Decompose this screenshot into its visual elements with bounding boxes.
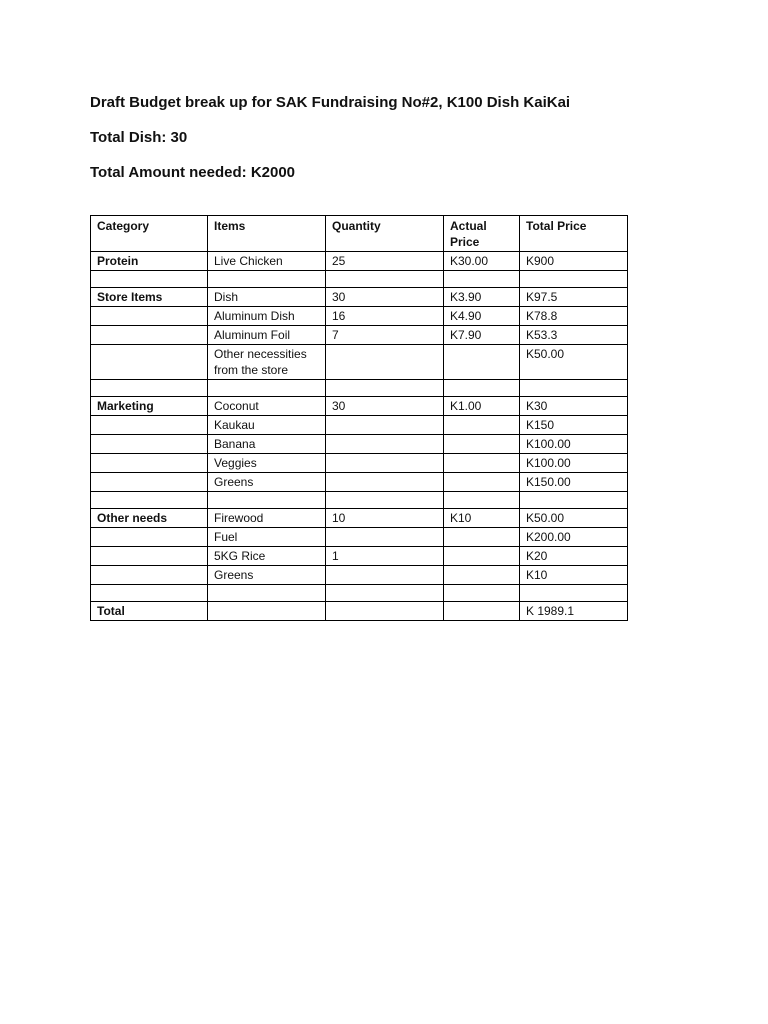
quantity-cell: 30: [326, 397, 444, 416]
table-row: [91, 566, 628, 585]
total-price-cell: K20: [520, 547, 628, 566]
item-cell: [208, 602, 326, 621]
budget-table-body: [91, 252, 628, 621]
quantity-cell: [326, 454, 444, 473]
actual-price-cell: K30.00: [444, 252, 520, 271]
actual-price-cell: [444, 566, 520, 585]
category-cell: [91, 435, 208, 454]
actual-price-cell: [444, 602, 520, 621]
total-price-cell: K150.00: [520, 473, 628, 492]
header-category: Category: [91, 216, 208, 252]
total-price-cell: [520, 380, 628, 397]
total-price-cell: [520, 271, 628, 288]
actual-price-cell: [444, 380, 520, 397]
actual-price-cell: [444, 585, 520, 602]
item-cell: Live Chicken: [208, 252, 326, 271]
actual-price-cell: [444, 492, 520, 509]
item-cell: [208, 492, 326, 509]
quantity-cell: 7: [326, 326, 444, 345]
item-cell: Coconut: [208, 397, 326, 416]
actual-price-cell: [444, 271, 520, 288]
item-cell: Greens: [208, 566, 326, 585]
total-price-cell: K 1989.1: [520, 602, 628, 621]
table-row: [91, 509, 628, 528]
quantity-cell: 10: [326, 509, 444, 528]
category-cell: [91, 547, 208, 566]
table-row: [91, 416, 628, 435]
item-cell: Aluminum Foil: [208, 326, 326, 345]
category-cell: [91, 416, 208, 435]
table-row: [91, 435, 628, 454]
total-price-cell: [520, 492, 628, 509]
total-dish-line: Total Dish: 30: [90, 129, 188, 146]
category-cell: [91, 528, 208, 547]
table-row: [91, 288, 628, 307]
category-cell: [91, 492, 208, 509]
header-actual-price: Actual Price: [444, 216, 520, 252]
quantity-cell: 30: [326, 288, 444, 307]
item-cell: Banana: [208, 435, 326, 454]
table-row: [91, 326, 628, 345]
item-cell: [208, 380, 326, 397]
actual-price-cell: [444, 528, 520, 547]
actual-price-cell: [444, 435, 520, 454]
table-row: [91, 397, 628, 416]
total-price-cell: K100.00: [520, 435, 628, 454]
actual-price-cell: [444, 547, 520, 566]
total-price-cell: K100.00: [520, 454, 628, 473]
item-cell: Dish: [208, 288, 326, 307]
actual-price-cell: K3.90: [444, 288, 520, 307]
budget-table: [90, 215, 628, 621]
actual-price-cell: K7.90: [444, 326, 520, 345]
quantity-cell: 25: [326, 252, 444, 271]
category-cell: [91, 271, 208, 288]
item-cell: Fuel: [208, 528, 326, 547]
quantity-cell: [326, 492, 444, 509]
quantity-cell: [326, 528, 444, 547]
quantity-cell: [326, 602, 444, 621]
total-price-cell: K50.00: [520, 509, 628, 528]
actual-price-cell: K1.00: [444, 397, 520, 416]
quantity-cell: [326, 435, 444, 454]
table-spacer-row: [91, 271, 628, 288]
actual-price-cell: [444, 416, 520, 435]
item-cell: Greens: [208, 473, 326, 492]
quantity-cell: 16: [326, 307, 444, 326]
table-row: [91, 473, 628, 492]
total-price-cell: K53.3: [520, 326, 628, 345]
category-cell: Store Items: [91, 288, 208, 307]
item-cell: Firewood: [208, 509, 326, 528]
category-cell: [91, 585, 208, 602]
category-cell: [91, 566, 208, 585]
category-cell: [91, 307, 208, 326]
total-price-cell: K30: [520, 397, 628, 416]
quantity-cell: [326, 473, 444, 492]
table-row: [91, 528, 628, 547]
header-items: Items: [208, 216, 326, 252]
table-header-row: [91, 216, 628, 252]
item-cell: Aluminum Dish: [208, 307, 326, 326]
category-cell: [91, 380, 208, 397]
actual-price-cell: [444, 345, 520, 380]
category-cell: Marketing: [91, 397, 208, 416]
item-cell: Other necessities from the store: [208, 345, 326, 380]
quantity-cell: 1: [326, 547, 444, 566]
item-cell: [208, 585, 326, 602]
total-price-cell: K97.5: [520, 288, 628, 307]
category-cell: [91, 345, 208, 380]
category-cell: Total: [91, 602, 208, 621]
header-quantity: Quantity: [326, 216, 444, 252]
quantity-cell: [326, 585, 444, 602]
table-row: [91, 345, 628, 380]
actual-price-cell: [444, 473, 520, 492]
quantity-cell: [326, 345, 444, 380]
table-row: [91, 307, 628, 326]
table-row: [91, 252, 628, 271]
item-cell: Veggies: [208, 454, 326, 473]
quantity-cell: [326, 566, 444, 585]
category-cell: Protein: [91, 252, 208, 271]
total-amount-line: Total Amount needed: K2000: [90, 164, 296, 181]
total-price-cell: K10: [520, 566, 628, 585]
quantity-cell: [326, 416, 444, 435]
table-row: [91, 547, 628, 566]
total-price-cell: [520, 585, 628, 602]
category-cell: Other needs: [91, 509, 208, 528]
category-cell: [91, 326, 208, 345]
quantity-cell: [326, 380, 444, 397]
table-spacer-row: [91, 492, 628, 509]
category-cell: [91, 473, 208, 492]
item-cell: 5KG Rice: [208, 547, 326, 566]
total-price-cell: K50.00: [520, 345, 628, 380]
total-price-cell: K900: [520, 252, 628, 271]
document-title: Draft Budget break up for SAK Fundraising No#2, K100 Dish KaiKai: [90, 94, 571, 111]
table-spacer-row: [91, 585, 628, 602]
header-total-price: Total Price: [520, 216, 628, 252]
table-row: [91, 454, 628, 473]
category-cell: [91, 454, 208, 473]
table-row: [91, 602, 628, 621]
actual-price-cell: K10: [444, 509, 520, 528]
total-price-cell: K78.8: [520, 307, 628, 326]
item-cell: Kaukau: [208, 416, 326, 435]
item-cell: [208, 271, 326, 288]
actual-price-cell: K4.90: [444, 307, 520, 326]
total-price-cell: K200.00: [520, 528, 628, 547]
table-spacer-row: [91, 380, 628, 397]
total-price-cell: K150: [520, 416, 628, 435]
actual-price-cell: [444, 454, 520, 473]
quantity-cell: [326, 271, 444, 288]
